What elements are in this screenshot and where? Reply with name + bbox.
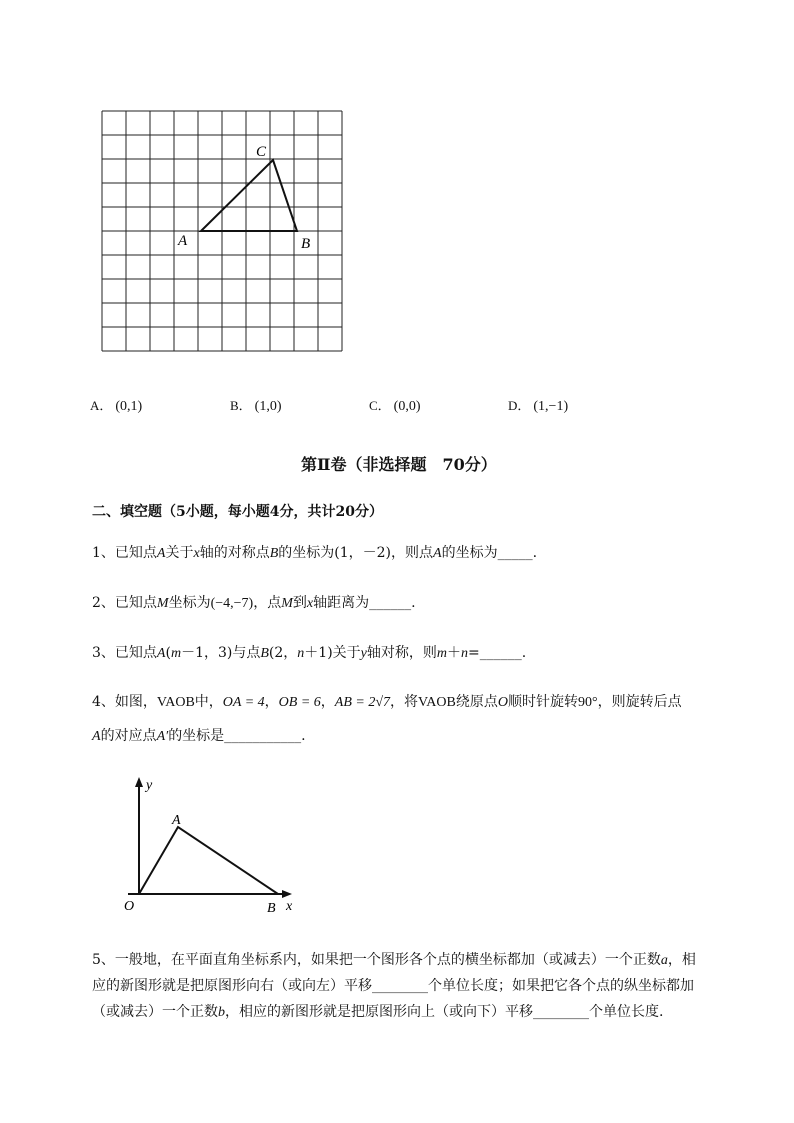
- label-c: C: [256, 144, 267, 160]
- label-b: B: [301, 236, 311, 252]
- label-o: O: [124, 899, 135, 914]
- option-d-letter: D．: [508, 398, 531, 413]
- option-a-value: (0,1): [115, 399, 143, 414]
- option-b[interactable]: [230, 395, 282, 415]
- option-a[interactable]: [90, 395, 142, 415]
- grid-figure: [90, 100, 360, 360]
- triangle-abc: [201, 160, 297, 231]
- y-axis-arrow: [135, 777, 143, 787]
- question-4-line-2: A的对应点A′的坐标是___________.: [92, 728, 306, 744]
- question-5-line-2: 应的新图形就是把原图形向右（或向左）平移________个单位长度；如果把它各个点的纵坐标都加: [92, 978, 694, 994]
- triangle-aob: [139, 827, 278, 894]
- question-2: 2、已知点M坐标为(−4,−7)，点M到x轴距离为______.: [92, 595, 416, 611]
- label-x: x: [286, 899, 293, 914]
- label-a: A: [178, 233, 188, 249]
- option-a-letter: A．: [90, 398, 113, 413]
- label-b2: B: [267, 901, 276, 916]
- option-c-value: (0,0): [393, 399, 421, 414]
- option-c[interactable]: [369, 395, 421, 415]
- section2-heading: 二、填空题（5小题，每小题4分，共计20分）: [92, 504, 383, 520]
- option-b-value: (1,0): [254, 399, 282, 414]
- option-d-value: (1,−1): [533, 399, 569, 414]
- option-d[interactable]: [508, 395, 568, 415]
- option-b-letter: B．: [230, 398, 252, 413]
- question-4-line-1: 4、如图，VAOB中，OA = 4，OB = 6，AB = 2√7，将VAOB绕原点O顺时针旋转90°，则旋转后点: [92, 694, 682, 710]
- question-1: 1、已知点A关于x轴的对称点B的坐标为(1，－2)，则点A的坐标为_____.: [92, 545, 538, 561]
- axes-figure: [110, 772, 310, 922]
- question-5-line-3: （或减去）一个正数b，相应的新图形就是把原图形向上（或向下）平移________个单位长度.: [92, 1004, 664, 1020]
- label-a2: A: [172, 813, 181, 828]
- question-3: 3、已知点A(m－1，3)与点B(2，n＋1)关于y轴对称，则m＋n=______.: [92, 645, 527, 661]
- x-axis-arrow: [282, 890, 292, 898]
- option-c-letter: C．: [369, 398, 391, 413]
- label-y: y: [146, 778, 153, 793]
- part2-title: 第Ⅱ卷（非选择题 70分）: [301, 455, 497, 474]
- question-5-line-1: 5、一般地，在平面直角坐标系内，如果把一个图形各个点的横坐标都加（或减去）一个正数a，相: [92, 952, 696, 968]
